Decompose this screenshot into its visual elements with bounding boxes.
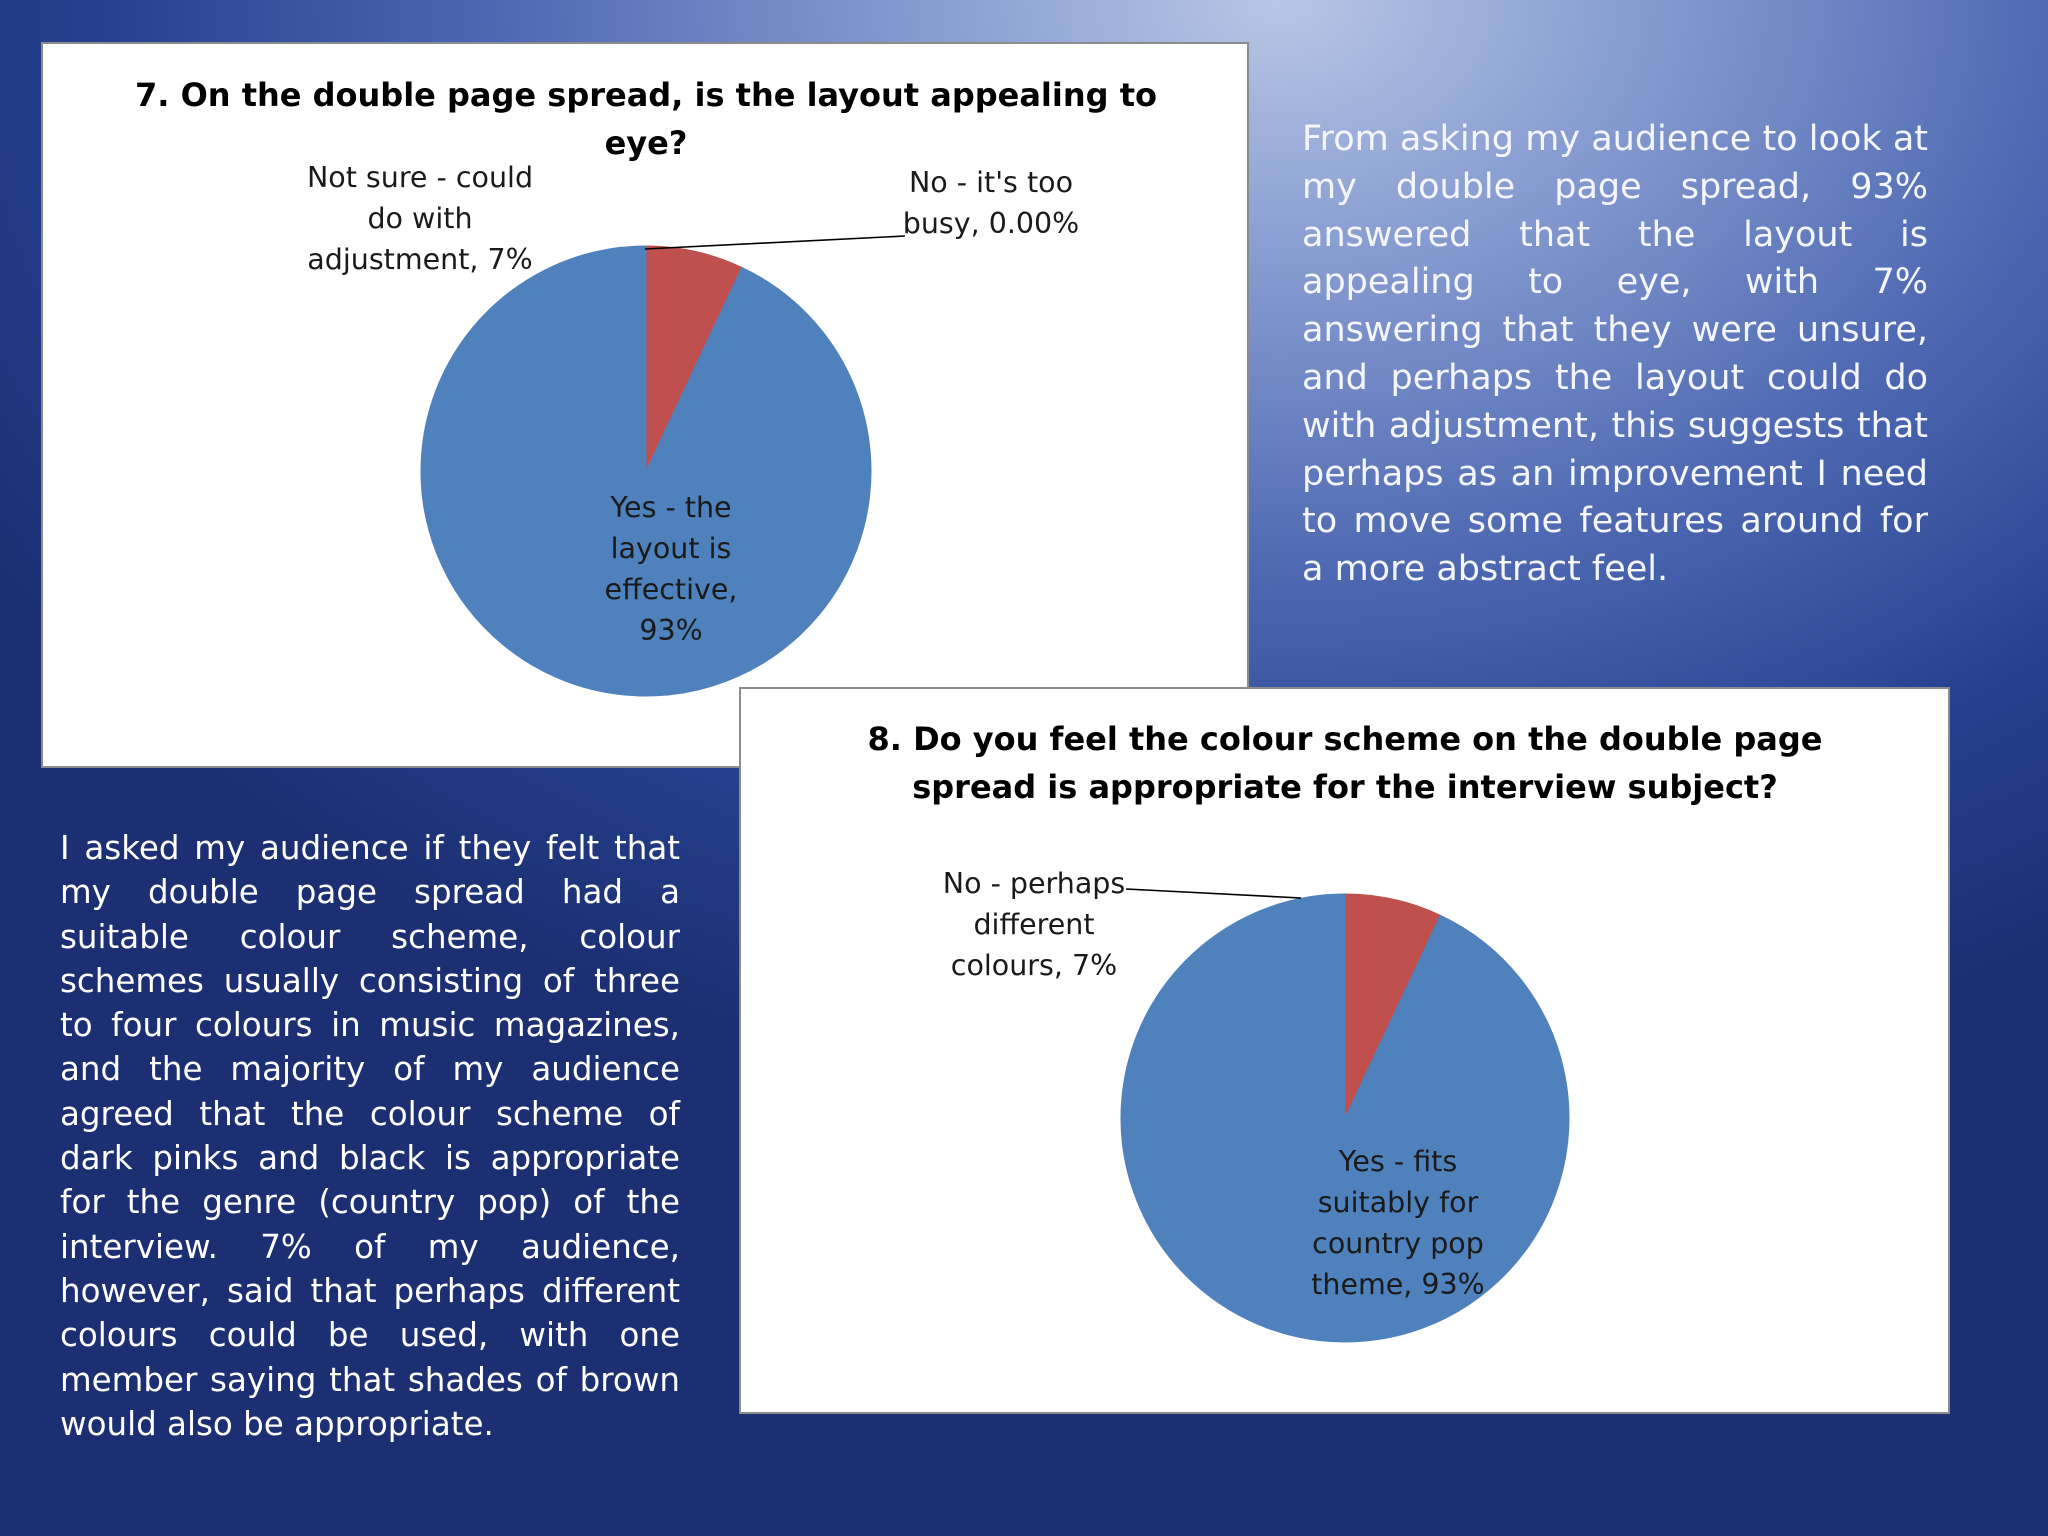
- chart-layout-appeal: [41, 42, 1249, 768]
- leader-line: [645, 236, 905, 249]
- data-label: Not sure - could do with adjustment, 7%: [306, 161, 534, 276]
- pie-chart-colour-scheme: [741, 689, 1948, 1412]
- left-paragraph: I asked my audience if they felt that my double page spread had a suitable colour scheme, colour schemes usually consisting of three to four colours in music magazines, and the majority of my audience agreed that the colour scheme of dark pinks and black is appropriate for the genre (country pop) of the interview. 7% of my audience, however, said that perhaps different colours could be used, with one member saying that shades of brown would also be appropriate.: [60, 829, 680, 1443]
- leader-line: [1126, 889, 1301, 898]
- right-paragraph: From asking my audience to look at my double page spread, 93% answered that the layout is appealing to eye, with 7% answering that they were unsure, and perhaps the layout could do with adjustment, this suggests that perhaps as an improvement I need to move some features around for a more abstract feel.: [1302, 119, 1928, 590]
- data-label: Yes - fits suitably for country pop theme, 93%: [1311, 1145, 1485, 1301]
- chart-title: 8. Do you feel the colour scheme on the double page spread is appropriate for the interview subject?: [867, 720, 1823, 806]
- data-label: No - it's too busy, 0.00%: [902, 166, 1080, 240]
- chart-title: 7. On the double page spread, is the layout appealing to eye?: [135, 76, 1157, 162]
- chart-colour-scheme: [739, 687, 1950, 1414]
- data-label: No - perhaps different colours, 7%: [942, 867, 1126, 982]
- data-label: Yes - the layout is effective, 93%: [604, 491, 738, 647]
- pie-chart-layout-appeal: [43, 44, 1247, 766]
